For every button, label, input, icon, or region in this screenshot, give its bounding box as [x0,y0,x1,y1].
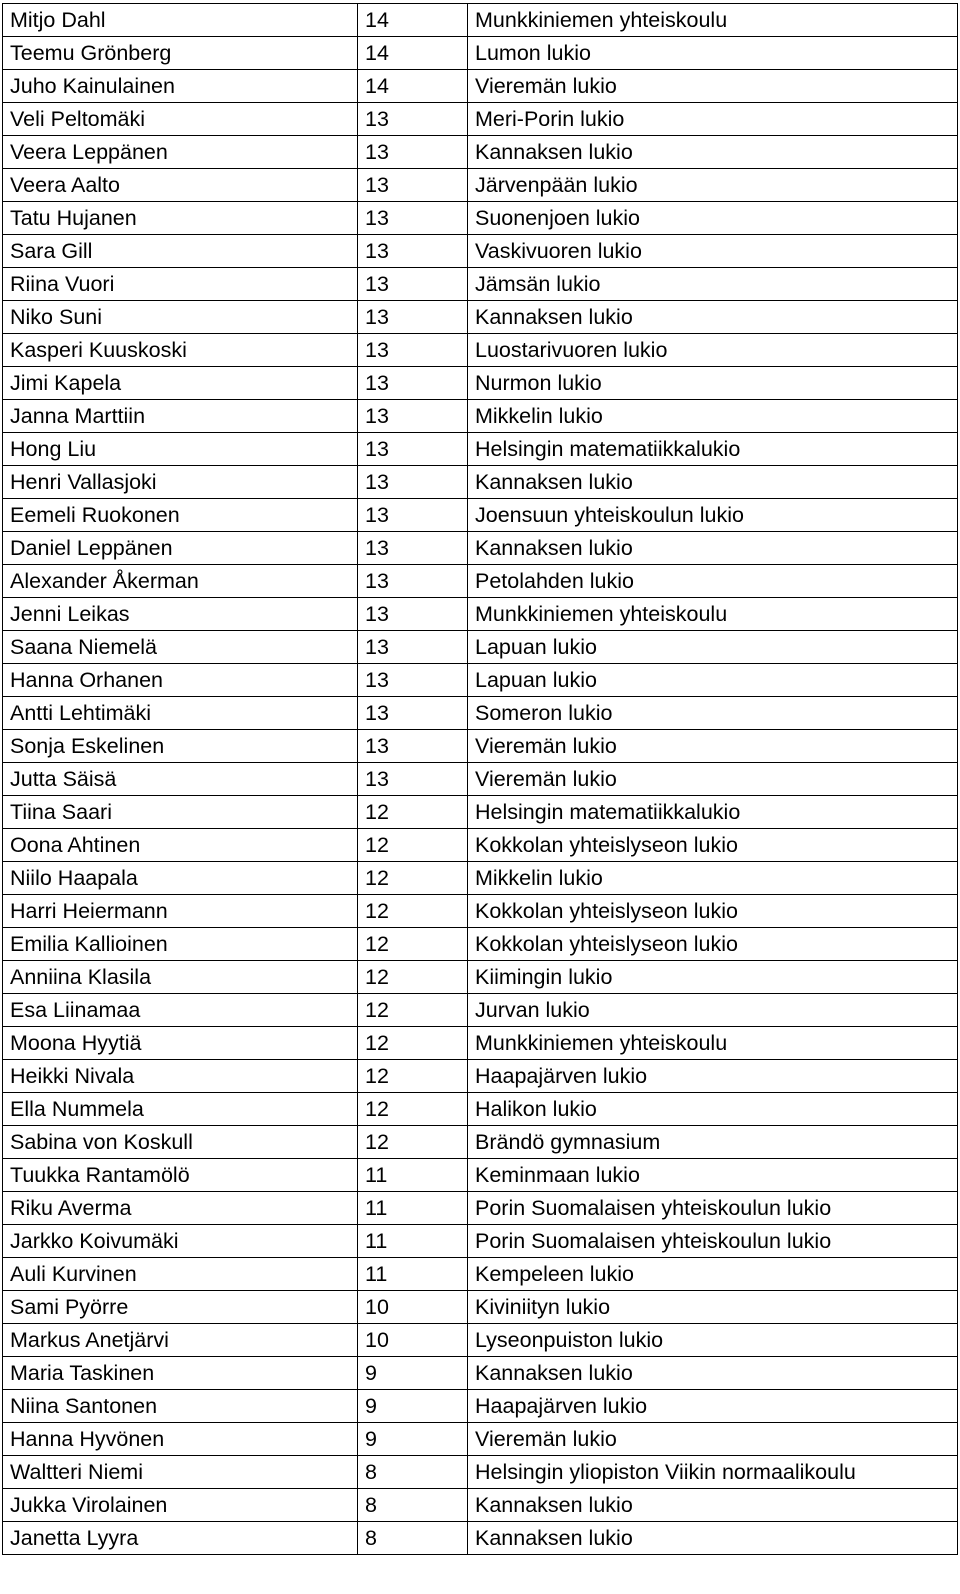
student-name-cell: Riku Averma [3,1192,358,1225]
school-cell: Porin Suomalaisen yhteiskoulun lukio [468,1192,958,1225]
table-row [3,928,958,961]
table-row [3,895,958,928]
score-cell: 8 [358,1456,468,1489]
table-row [3,1060,958,1093]
table-row [3,1291,958,1324]
table-row [3,664,958,697]
student-name-cell: Sabina von Koskull [3,1126,358,1159]
school-cell: Järvenpään lukio [468,169,958,202]
score-cell: 13 [358,367,468,400]
school-cell: Vaskivuoren lukio [468,235,958,268]
student-name-cell: Hanna Orhanen [3,664,358,697]
table-row [3,235,958,268]
score-cell: 12 [358,1027,468,1060]
score-cell: 9 [358,1423,468,1456]
score-cell: 11 [358,1225,468,1258]
score-cell: 8 [358,1522,468,1555]
table-row [3,1423,958,1456]
student-name-cell: Veli Peltomäki [3,103,358,136]
school-cell: Lumon lukio [468,37,958,70]
score-cell: 13 [358,664,468,697]
school-cell: Kiviniityn lukio [468,1291,958,1324]
score-cell: 13 [358,697,468,730]
score-cell: 9 [358,1357,468,1390]
student-name-cell: Daniel Leppänen [3,532,358,565]
table-row [3,1027,958,1060]
table-row [3,532,958,565]
student-name-cell: Janna Marttiin [3,400,358,433]
score-cell: 13 [358,301,468,334]
student-name-cell: Riina Vuori [3,268,358,301]
student-name-cell: Ella Nummela [3,1093,358,1126]
school-cell: Porin Suomalaisen yhteiskoulun lukio [468,1225,958,1258]
student-name-cell: Eemeli Ruokonen [3,499,358,532]
score-cell: 12 [358,961,468,994]
score-cell: 12 [358,1060,468,1093]
score-cell: 14 [358,4,468,37]
school-cell: Jurvan lukio [468,994,958,1027]
student-name-cell: Sara Gill [3,235,358,268]
school-cell: Kannaksen lukio [468,1489,958,1522]
school-cell: Brändö gymnasium [468,1126,958,1159]
school-cell: Kannaksen lukio [468,1357,958,1390]
table-row [3,763,958,796]
school-cell: Munkkiniemen yhteiskoulu [468,598,958,631]
table-row [3,334,958,367]
student-name-cell: Niilo Haapala [3,862,358,895]
school-cell: Kannaksen lukio [468,532,958,565]
student-name-cell: Tiina Saari [3,796,358,829]
score-cell: 9 [358,1390,468,1423]
table-row [3,4,958,37]
score-cell: 13 [358,136,468,169]
school-cell: Nurmon lukio [468,367,958,400]
student-name-cell: Antti Lehtimäki [3,697,358,730]
school-cell: Vieremän lukio [468,1423,958,1456]
table-row [3,697,958,730]
table-row [3,1093,958,1126]
student-name-cell: Jukka Virolainen [3,1489,358,1522]
school-cell: Kannaksen lukio [468,136,958,169]
table-row [3,466,958,499]
results-table-body [3,4,958,1555]
school-cell: Suonenjoen lukio [468,202,958,235]
score-cell: 13 [358,763,468,796]
school-cell: Haapajärven lukio [468,1060,958,1093]
school-cell: Vieremän lukio [468,730,958,763]
student-name-cell: Janetta Lyyra [3,1522,358,1555]
score-cell: 13 [358,235,468,268]
student-name-cell: Sami Pyörre [3,1291,358,1324]
results-table [2,3,958,1555]
table-row [3,730,958,763]
student-name-cell: Jarkko Koivumäki [3,1225,358,1258]
table-row [3,1192,958,1225]
score-cell: 10 [358,1324,468,1357]
table-row [3,1258,958,1291]
student-name-cell: Henri Vallasjoki [3,466,358,499]
score-cell: 11 [358,1258,468,1291]
table-row [3,961,958,994]
table-row [3,1357,958,1390]
school-cell: Kokkolan yhteislyseon lukio [468,928,958,961]
school-cell: Helsingin matematiikkalukio [468,796,958,829]
school-cell: Kempeleen lukio [468,1258,958,1291]
student-name-cell: Emilia Kallioinen [3,928,358,961]
student-name-cell: Niina Santonen [3,1390,358,1423]
table-row [3,1489,958,1522]
score-cell: 12 [358,895,468,928]
table-row [3,1456,958,1489]
school-cell: Someron lukio [468,697,958,730]
table-row [3,70,958,103]
student-name-cell: Moona Hyytiä [3,1027,358,1060]
score-cell: 11 [358,1159,468,1192]
school-cell: Kannaksen lukio [468,466,958,499]
score-cell: 13 [358,433,468,466]
table-row [3,598,958,631]
score-cell: 12 [358,1126,468,1159]
student-name-cell: Hanna Hyvönen [3,1423,358,1456]
student-name-cell: Markus Anetjärvi [3,1324,358,1357]
score-cell: 13 [358,466,468,499]
school-cell: Helsingin yliopiston Viikin normaalikoulu [468,1456,958,1489]
table-row [3,499,958,532]
student-name-cell: Mitjo Dahl [3,4,358,37]
school-cell: Mikkelin lukio [468,862,958,895]
score-cell: 13 [358,103,468,136]
school-cell: Petolahden lukio [468,565,958,598]
student-name-cell: Anniina Klasila [3,961,358,994]
score-cell: 12 [358,862,468,895]
school-cell: Lapuan lukio [468,631,958,664]
school-cell: Lyseonpuiston lukio [468,1324,958,1357]
student-name-cell: Juho Kainulainen [3,70,358,103]
student-name-cell: Teemu Grönberg [3,37,358,70]
table-row [3,301,958,334]
table-row [3,829,958,862]
score-cell: 14 [358,37,468,70]
school-cell: Munkkiniemen yhteiskoulu [468,1027,958,1060]
score-cell: 10 [358,1291,468,1324]
table-row [3,1126,958,1159]
student-name-cell: Kasperi Kuuskoski [3,334,358,367]
score-cell: 12 [358,928,468,961]
student-name-cell: Esa Liinamaa [3,994,358,1027]
school-cell: Keminmaan lukio [468,1159,958,1192]
school-cell: Vieremän lukio [468,70,958,103]
student-name-cell: Veera Aalto [3,169,358,202]
table-row [3,400,958,433]
score-cell: 13 [358,499,468,532]
school-cell: Kiimingin lukio [468,961,958,994]
table-row [3,862,958,895]
table-row [3,1159,958,1192]
student-name-cell: Saana Niemelä [3,631,358,664]
table-row [3,433,958,466]
student-name-cell: Jenni Leikas [3,598,358,631]
score-cell: 12 [358,994,468,1027]
score-cell: 13 [358,400,468,433]
school-cell: Vieremän lukio [468,763,958,796]
student-name-cell: Jimi Kapela [3,367,358,400]
score-cell: 14 [358,70,468,103]
school-cell: Kokkolan yhteislyseon lukio [468,895,958,928]
student-name-cell: Auli Kurvinen [3,1258,358,1291]
score-cell: 13 [358,565,468,598]
table-row [3,169,958,202]
student-name-cell: Veera Leppänen [3,136,358,169]
score-cell: 12 [358,796,468,829]
table-row [3,1225,958,1258]
school-cell: Munkkiniemen yhteiskoulu [468,4,958,37]
score-cell: 13 [358,598,468,631]
student-name-cell: Tuukka Rantamölö [3,1159,358,1192]
student-name-cell: Niko Suni [3,301,358,334]
score-cell: 13 [358,730,468,763]
score-cell: 13 [358,202,468,235]
table-row [3,796,958,829]
table-row [3,268,958,301]
school-cell: Haapajärven lukio [468,1390,958,1423]
student-name-cell: Alexander Åkerman [3,565,358,598]
table-row [3,1522,958,1555]
score-cell: 13 [358,268,468,301]
student-name-cell: Heikki Nivala [3,1060,358,1093]
school-cell: Kannaksen lukio [468,301,958,334]
table-row [3,103,958,136]
school-cell: Kannaksen lukio [468,1522,958,1555]
table-row [3,994,958,1027]
school-cell: Joensuun yhteiskoulun lukio [468,499,958,532]
student-name-cell: Oona Ahtinen [3,829,358,862]
score-cell: 13 [358,169,468,202]
school-cell: Mikkelin lukio [468,400,958,433]
school-cell: Kokkolan yhteislyseon lukio [468,829,958,862]
score-cell: 13 [358,631,468,664]
school-cell: Halikon lukio [468,1093,958,1126]
student-name-cell: Sonja Eskelinen [3,730,358,763]
student-name-cell: Maria Taskinen [3,1357,358,1390]
school-cell: Jämsän lukio [468,268,958,301]
table-row [3,1390,958,1423]
school-cell: Meri-Porin lukio [468,103,958,136]
student-name-cell: Tatu Hujanen [3,202,358,235]
score-cell: 12 [358,1093,468,1126]
table-row [3,1324,958,1357]
student-name-cell: Waltteri Niemi [3,1456,358,1489]
table-row [3,136,958,169]
student-name-cell: Harri Heiermann [3,895,358,928]
table-row [3,367,958,400]
table-row [3,631,958,664]
score-cell: 13 [358,532,468,565]
student-name-cell: Hong Liu [3,433,358,466]
score-cell: 11 [358,1192,468,1225]
school-cell: Helsingin matematiikkalukio [468,433,958,466]
school-cell: Lapuan lukio [468,664,958,697]
table-row [3,37,958,70]
table-row [3,565,958,598]
score-cell: 8 [358,1489,468,1522]
score-cell: 13 [358,334,468,367]
school-cell: Luostarivuoren lukio [468,334,958,367]
score-cell: 12 [358,829,468,862]
table-row [3,202,958,235]
student-name-cell: Jutta Säisä [3,763,358,796]
